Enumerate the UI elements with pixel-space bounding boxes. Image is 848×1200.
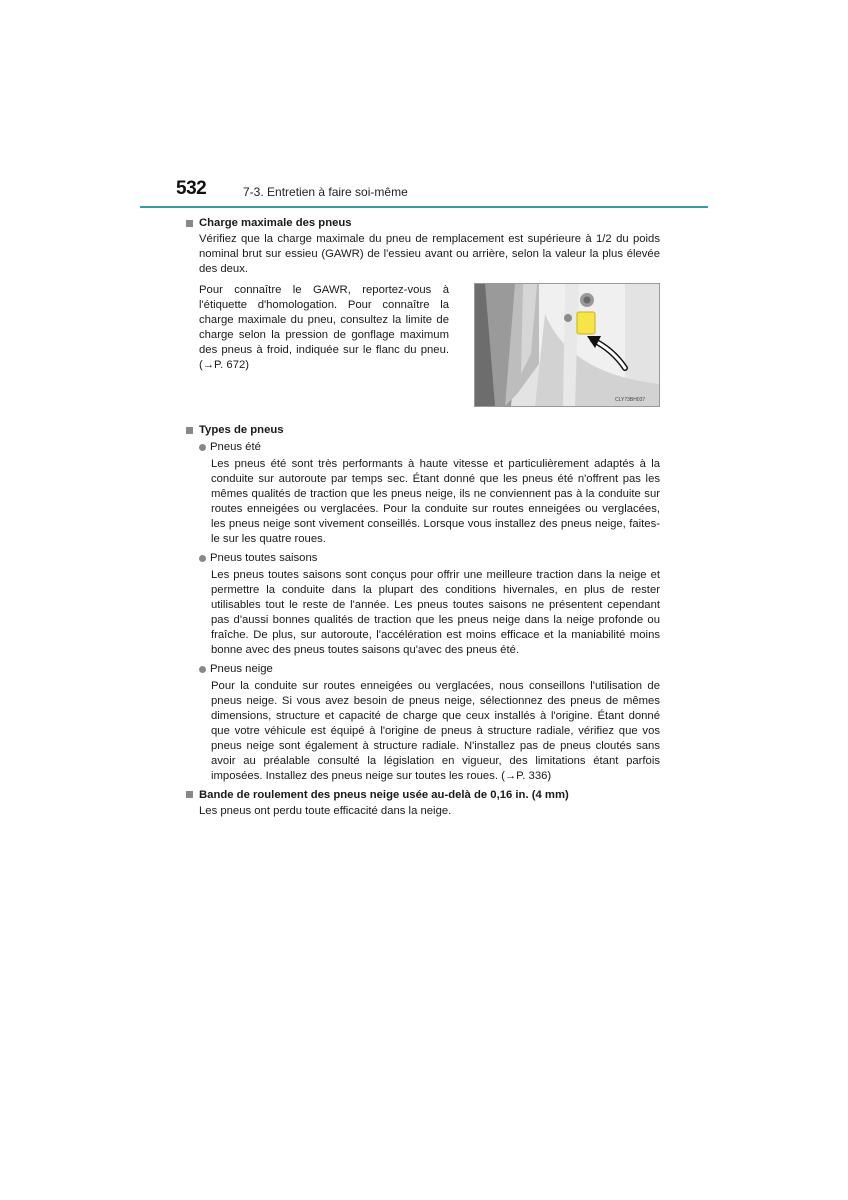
subheading-summer (199, 440, 660, 455)
subheading-text: Pneus toutes saisons (210, 552, 318, 564)
round-bullet-icon (199, 666, 206, 673)
section-heading-text: Types de pneus (199, 424, 284, 436)
square-bullet-icon (186, 220, 193, 227)
load-intro-paragraph: Vérifiez que la charge maximale du pneu de remplacement est supérieure à 1/2 du poids nominal brut sur essieu (GAWR) de l'essieu avant ou arrière, selon la valeur la plus élevée des deux. (199, 233, 660, 275)
subheading-text: Pneus été (210, 441, 261, 453)
page-number: 532 (176, 178, 207, 199)
load-detail-row (186, 283, 660, 407)
door-pillar-illustration (475, 284, 659, 406)
header-rule (140, 206, 708, 208)
section-heading-types (186, 423, 660, 438)
section-heading-text: Charge maximale des pneus (199, 217, 352, 229)
round-bullet-icon (199, 444, 206, 451)
section-heading-load (186, 216, 660, 231)
snow-tires-paragraph: Pour la conduite sur routes enneigées ou verglacées, nous conseillons l'utilisation de pneus neige. Si vous avez besoin de pneus neige, sélectionnez des pneus de mêmes dimensions, structure et capacité de charge que ceux installés à l'origine. Étant donné que votre véhicule est équipé à l'origine de pneus à structure radiale, vérifiez que vos pneus neige sont également à structure radiale. N'installez pas de pneus cloutés sans avoir au préalable consulté la législation en vigueur, des limitations étant parfois imposées. Installez des pneus neige sur toutes les roues. (→P. 336) (211, 680, 660, 782)
all-season-tires-paragraph: Les pneus toutes saisons sont conçus pour offrir une meilleure traction dans la neige et permettre la conduite dans la plupart des conditions hivernales, en plus de rester utilisables tout le reste de l'année. Les pneus toutes saisons ne présentent cependant pas d'aussi bonnes qualités de traction que les pneus neige dans la neige profonde ou fraîche. De plus, sur autoroute, l'accélération est moins efficace et la maniabilité moins bonne avec des pneus toutes saisons qu'avec des pneus été. (211, 569, 660, 656)
figure-code: CLY73BH037 (615, 397, 646, 403)
page-content (186, 216, 660, 819)
square-bullet-icon (186, 791, 193, 798)
certification-label-figure (474, 283, 660, 407)
summer-tires-paragraph: Les pneus été sont très performants à haute vitesse et particulièrement adaptés à la conduite sur autoroute par temps sec. Étant donné que les pneus été n'offrent pas les mêmes qualités de traction que les pneus neige, ils ne conviennent pas à la conduite sur routes enneigées ou verglacées. Pour la conduite sur routes enneigées ou verglacées, les pneus neige sont vivement conseillés. Lorsque vous installez des pneus neige, faites-le sur les quatre roues. (211, 458, 660, 545)
subheading-all-season (199, 551, 660, 566)
load-detail-paragraph: Pour connaître le GAWR, reportez-vous à l'étiquette d'homologation. Pour connaître la charge maximale du pneu, consultez la limite de charge selon la pression de gonflage maximum des pneus à froid, indiquée sur le flanc du pneu. (→P. 672) (199, 284, 449, 371)
tread-paragraph: Les pneus ont perdu toute efficacité dans la neige. (199, 805, 452, 817)
square-bullet-icon (186, 427, 193, 434)
section-heading-text: Bande de roulement des pneus neige usée au-delà de 0,16 in. (4 mm) (199, 789, 569, 801)
section-heading-tread (186, 787, 660, 803)
subheading-snow (199, 662, 660, 677)
chapter-title: 7-3. Entretien à faire soi-même (243, 185, 408, 199)
subheading-text: Pneus neige (210, 663, 273, 675)
round-bullet-icon (199, 555, 206, 562)
